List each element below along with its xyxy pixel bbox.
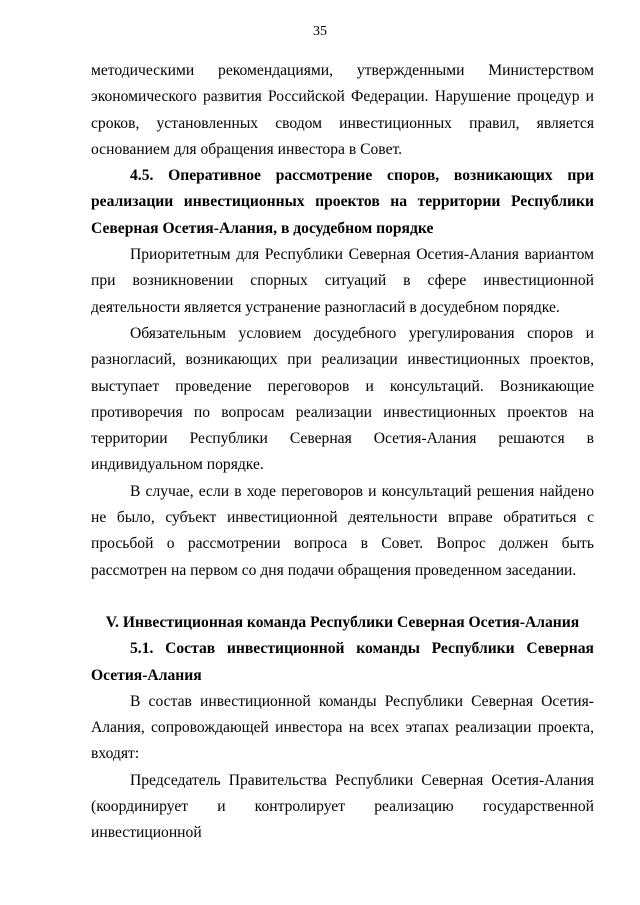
paragraph-priority: Приоритетным для Республики Северная Осетия-Алания вариантом при возникновении спорных ситуаций в сфере инвестиционной деятельности является устранение разногласий в досудебном порядке. — [91, 246, 594, 316]
paragraph-continuation: методическими рекомендациями, утвержденными Министерством экономического развития Российской Федерации. Нарушение процедур и сроков, установленных сводом инвестиционных правил, является основанием для обращения инвестора в Совет. — [91, 62, 594, 158]
paragraph-council-appeal: В случае, если в ходе переговоров и консультаций решения найдено не было, субъект инвестиционной деятельности вправе обратиться с просьбой о рассмотрении вопроса в Совет. Вопрос должен быть рассмотрен на первом со дня подачи обращения проведенном заседании. — [91, 482, 594, 579]
section-heading-4-5: 4.5. Оперативное рассмотрение споров, возникающих при реализации инвестиционных проектов на территории Республики Северная Осетия-Алания, в досудебном порядке — [91, 167, 594, 237]
paragraph-chairman: Председатель Правительства Республики Северная Осетия-Алания (координирует и контролирует реализацию государственной инвестиционной — [91, 771, 594, 842]
chapter-heading-v: V. Инвестиционная команда Республики Северная Осетия-Алания — [105, 613, 580, 631]
page-number: 35 — [313, 24, 327, 39]
document-body — [91, 58, 594, 847]
paragraph-team-composition: В состав инвестиционной команды Республики Северная Осетия-Алания, сопровождающей инвестора на всех этапах реализации проекта, входят: — [91, 692, 594, 763]
paragraph-obligatory-condition: Обязательным условием досудебного урегулирования споров и разногласий, возникающих при реализации инвестиционных проектов, выступает проведение переговоров и консультаций. Возникающие противоречия по вопросам реализации инвестиционных проектов на территории Республики Северная Осетия-Алания решаются в индивидуальном порядке. — [91, 324, 594, 474]
section-heading-5-1: 5.1. Состав инвестиционной команды Республики Северная Осетия-Алания — [91, 640, 594, 684]
section-gap — [91, 584, 594, 610]
